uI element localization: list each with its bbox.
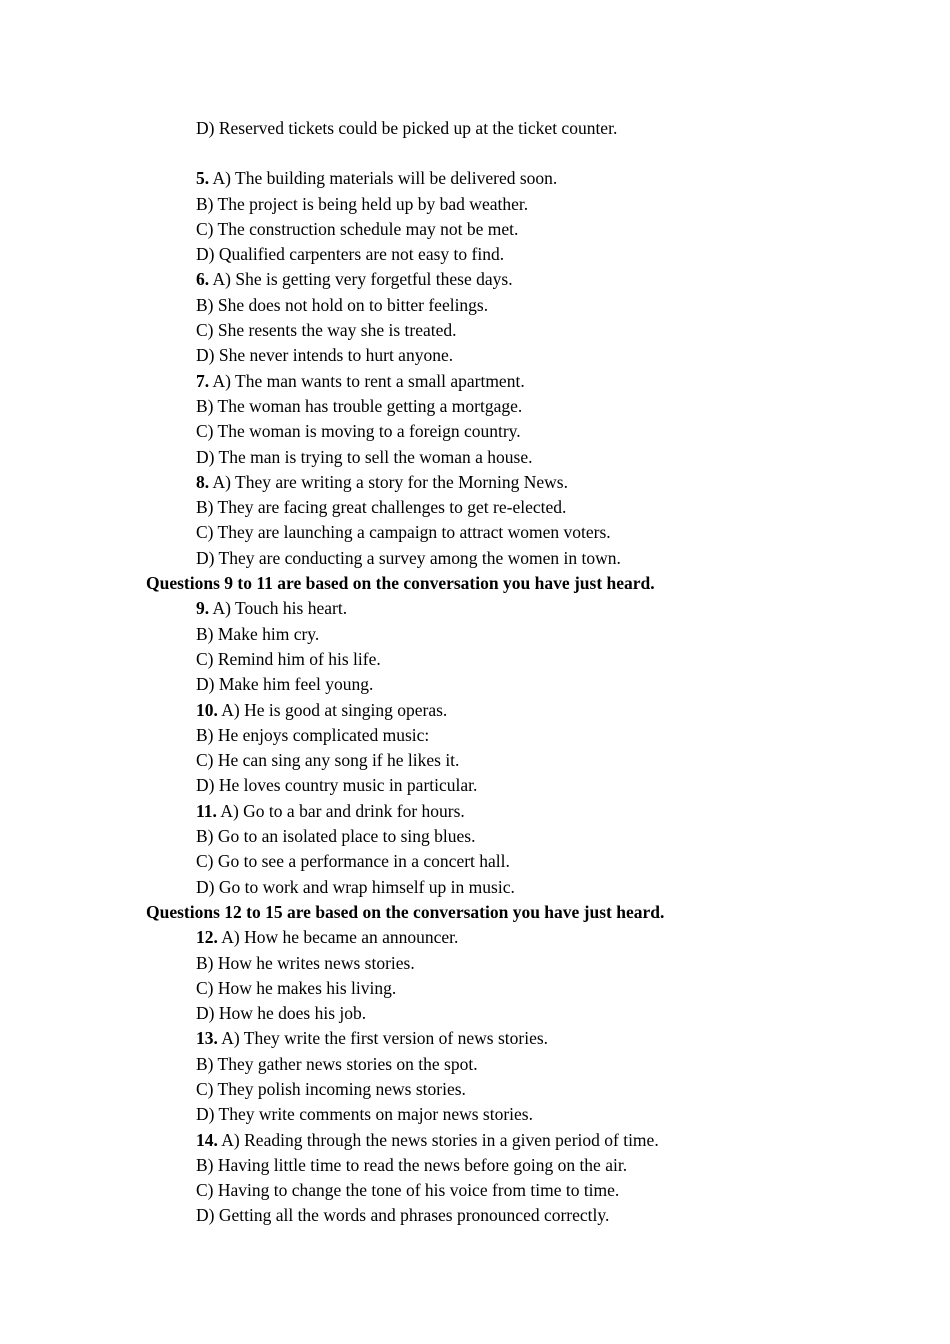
question-item <box>146 1128 906 1153</box>
answer-option: D) Reserved tickets could be picked up at the ticket counter. <box>196 118 618 138</box>
answer-option: D) Getting all the words and phrases pronounced correctly. <box>196 1205 610 1226</box>
question-item <box>146 799 906 824</box>
answer-option-a: A) He is good at singing operas. <box>217 699 448 720</box>
answer-option: C) Remind him of his life. <box>196 648 381 669</box>
section-heading: Questions 12 to 15 are based on the conversation you have just heard. <box>146 901 665 922</box>
answer-option: B) They are facing great challenges to get re-elected. <box>196 497 567 518</box>
answer-option-a: A) The building materials will be delivered soon. <box>209 168 558 189</box>
answer-option-a: A) Touch his heart. <box>209 598 348 619</box>
question-item <box>146 698 906 723</box>
question-number: 6. <box>196 269 210 290</box>
question-item <box>146 369 906 394</box>
answer-option: D) They write comments on major news stories. <box>196 1104 533 1125</box>
question-item <box>146 925 906 950</box>
answer-option: D) The man is trying to sell the woman a house. <box>196 446 533 467</box>
question-item <box>146 596 906 621</box>
answer-option: D) Go to work and wrap himself up in music. <box>196 876 515 897</box>
answer-option: B) He enjoys complicated music: <box>196 724 430 745</box>
answer-option: C) The construction schedule may not be met. <box>196 218 519 239</box>
question-item <box>146 470 906 495</box>
answer-option-a: A) They write the first version of news stories. <box>217 1028 549 1049</box>
question-number: 14. <box>196 1129 218 1150</box>
answer-option: C) Go to see a performance in a concert hall. <box>196 851 510 872</box>
question-item <box>146 166 906 191</box>
answer-option-a: A) She is getting very forgetful these days. <box>209 269 513 290</box>
answer-option: D) They are conducting a survey among the women in town. <box>196 547 621 568</box>
answer-option: B) How he writes news stories. <box>196 952 415 973</box>
answer-option: B) Make him cry. <box>196 623 320 644</box>
answer-option-a: A) They are writing a story for the Morning News. <box>209 471 568 492</box>
answer-option: C) They are launching a campaign to attract women voters. <box>196 522 611 543</box>
question-number: 13. <box>196 1028 218 1049</box>
answer-option: B) The project is being held up by bad weather. <box>196 193 529 214</box>
answer-option: C) They polish incoming news stories. <box>196 1078 466 1099</box>
answer-option: D) How he does his job. <box>196 1003 367 1024</box>
answer-option: D) He loves country music in particular. <box>196 775 478 796</box>
question-number: 7. <box>196 370 210 391</box>
answer-option: B) The woman has trouble getting a mortgage. <box>196 395 523 416</box>
answer-option: C) How he makes his living. <box>196 977 397 998</box>
question-number: 5. <box>196 168 210 189</box>
answer-option: C) She resents the way she is treated. <box>196 320 457 341</box>
answer-option: B) Go to an isolated place to sing blues. <box>196 826 476 847</box>
answer-option: B) They gather news stories on the spot. <box>196 1053 478 1074</box>
question-list <box>146 116 906 1229</box>
question-number: 12. <box>196 927 218 948</box>
question-number: 8. <box>196 471 210 492</box>
question-number: 9. <box>196 598 210 619</box>
answer-option: C) Having to change the tone of his voice from time to time. <box>196 1180 620 1201</box>
answer-option: D) Qualified carpenters are not easy to find. <box>196 244 505 265</box>
answer-option-a: A) How he became an announcer. <box>217 927 459 948</box>
answer-option: C) The woman is moving to a foreign country. <box>196 421 521 442</box>
question-number: 10. <box>196 699 218 720</box>
section-heading: Questions 9 to 11 are based on the conversation you have just heard. <box>146 573 655 594</box>
question-number: 11. <box>196 800 217 821</box>
question-item <box>146 267 906 292</box>
answer-option: D) She never intends to hurt anyone. <box>196 345 454 366</box>
spacer <box>146 141 906 166</box>
answer-option: C) He can sing any song if he likes it. <box>196 750 460 771</box>
answer-option: B) She does not hold on to bitter feelings. <box>196 294 489 315</box>
answer-option-a: A) Reading through the news stories in a given period of time. <box>217 1129 659 1150</box>
answer-option-a: A) The man wants to rent a small apartment. <box>209 370 525 391</box>
answer-option: D) Make him feel young. <box>196 674 374 695</box>
answer-option-a: A) Go to a bar and drink for hours. <box>216 800 465 821</box>
question-item <box>146 1026 906 1051</box>
answer-option: B) Having little time to read the news before going on the air. <box>196 1154 628 1175</box>
